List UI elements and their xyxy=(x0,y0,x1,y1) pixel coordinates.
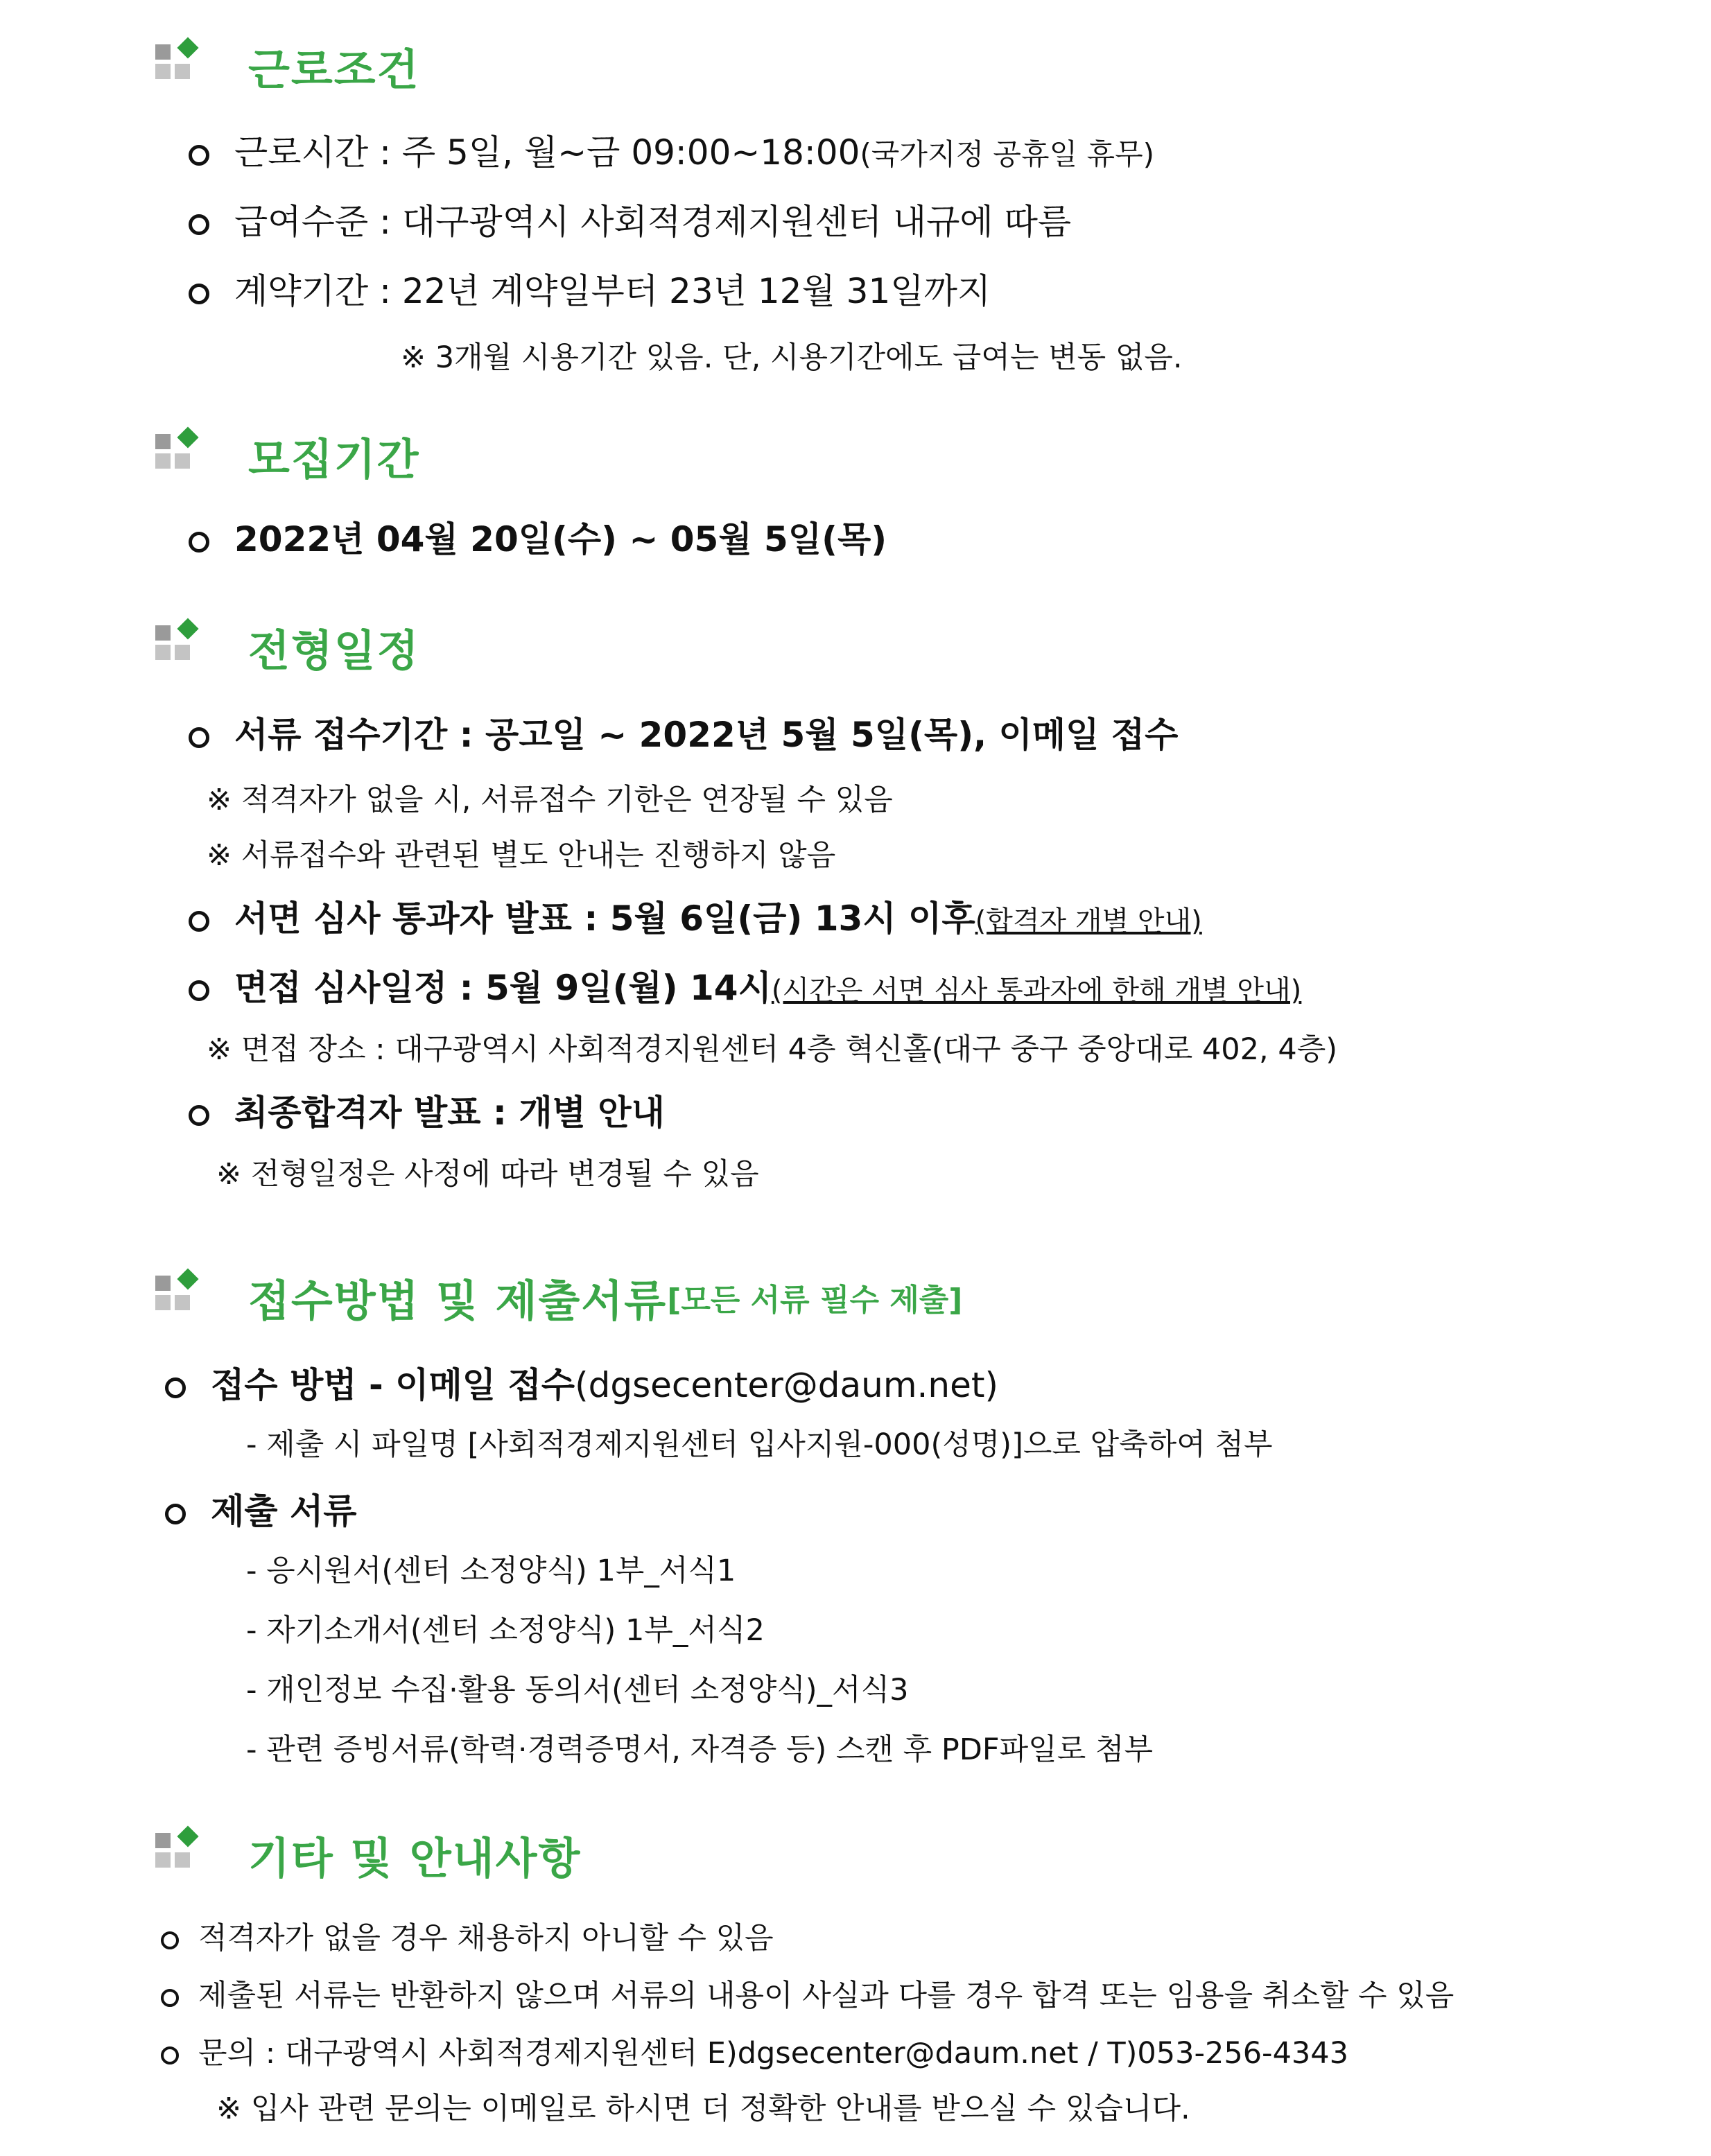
docs-note-1 xyxy=(207,776,893,819)
circle-bullet-icon xyxy=(189,727,209,748)
docs-item xyxy=(246,1667,909,1709)
list-item-screen-result xyxy=(189,891,1202,941)
method-label: 접수 방법 - 이메일 접수 xyxy=(211,1365,575,1405)
docs-item-text: - 관련 증빙서류(학력·경력증명서, 자격증 등) 스캔 후 PDF파일로 첨부 xyxy=(246,1732,1153,1767)
screen-result-text: 서면 심사 통과자 발표 : 5월 6일(금) 13시 이후 xyxy=(234,898,975,939)
docs-period-text: 서류 접수기간 : 공고일 ~ 2022년 5월 5일(목), 이메일 접수 xyxy=(234,715,1179,755)
circle-bullet-icon xyxy=(189,1105,209,1126)
docs-label: 제출 서류 xyxy=(211,1491,357,1531)
circle-bullet-icon xyxy=(161,1931,179,1949)
list-item-final xyxy=(189,1085,665,1135)
list-item-interview xyxy=(189,960,1301,1010)
list-item-method xyxy=(165,1357,998,1407)
docs-item xyxy=(246,1726,1153,1768)
final-text: 최종합격자 발표 : 개별 안내 xyxy=(234,1093,665,1133)
docs-item-text: - 개인정보 수집·활용 동의서(센터 소정양식)_서식3 xyxy=(246,1673,909,1707)
contract-text: 계약기간 : 22년 계약일부터 23년 12월 31일까지 xyxy=(234,271,991,311)
circle-bullet-icon xyxy=(189,980,209,1001)
section-bullet-icon xyxy=(151,623,200,671)
method-note xyxy=(246,1421,1273,1463)
screen-result-note: (합격자 개별 안내) xyxy=(975,905,1202,937)
contract-note-text: ※ 3개월 시용기간 있음. 단, 시용기간에도 급여는 변동 없음. xyxy=(401,340,1183,375)
etc-item-text: 문의 : 대구광역시 사회적경제지원센터 E)dgsecenter@daum.net / T)053-256-4343 xyxy=(198,2036,1349,2071)
section-header-working xyxy=(151,35,420,97)
circle-bullet-icon xyxy=(189,145,209,166)
docs-note-2 xyxy=(207,832,835,874)
docs-item-text: - 응시원서(센터 소정양식) 1부_서식1 xyxy=(246,1554,736,1588)
list-item-docs xyxy=(165,1484,357,1533)
list-item-etc-1 xyxy=(161,1915,774,1957)
circle-bullet-icon xyxy=(189,214,209,235)
circle-bullet-icon xyxy=(165,1377,186,1398)
etc-note-text: ※ 입사 관련 문의는 이메일로 하시면 더 정확한 안내를 받으실 수 있습니다. xyxy=(216,2092,1190,2126)
section-header-submission xyxy=(151,1266,962,1328)
section-bullet-icon xyxy=(151,1830,200,1879)
hours-note: (국가지정 공휴일 휴무) xyxy=(860,137,1155,171)
docs-note-1-text: ※ 적격자가 없을 시, 서류접수 기한은 연장될 수 있음 xyxy=(207,783,893,817)
docs-item-text: - 자기소개서(센터 소정양식) 1부_서식2 xyxy=(246,1613,765,1648)
section-header-schedule xyxy=(151,616,420,678)
list-item-etc-3 xyxy=(161,2030,1348,2072)
docs-note-2-text: ※ 서류접수와 관련된 별도 안내는 진행하지 않음 xyxy=(207,838,836,873)
list-item-hours xyxy=(189,125,1154,175)
salary-text: 급여수준 : 대구광역시 사회적경제지원센터 내규에 따름 xyxy=(234,202,1072,242)
method-note-text: - 제출 시 파일명 [사회적경제지원센터 입사지원-000(성명)]으로 압축하여 첨부 xyxy=(246,1427,1273,1462)
circle-bullet-icon xyxy=(165,1504,186,1524)
section-subtitle: [모든 서류 필수 제출] xyxy=(667,1283,963,1318)
circle-bullet-icon xyxy=(161,2046,179,2064)
list-item-salary xyxy=(189,194,1071,244)
circle-bullet-icon xyxy=(189,532,209,553)
section-title: 전형일정 xyxy=(248,625,420,676)
method-email: (dgsecenter@daum.net) xyxy=(575,1365,998,1405)
etc-item-text: 제출된 서류는 반환하지 않으며 서류의 내용이 사실과 다를 경우 합격 또는 임용을 취소할 수 있음 xyxy=(198,1979,1454,2013)
circle-bullet-icon xyxy=(189,911,209,932)
interview-text: 면접 심사일정 : 5월 9일(월) 14시 xyxy=(234,968,772,1008)
final-note xyxy=(216,1151,759,1193)
section-bullet-icon xyxy=(151,1273,200,1321)
section-header-recruit xyxy=(151,424,420,487)
list-item-docs-period xyxy=(189,707,1178,757)
list-item-contract xyxy=(189,263,991,313)
interview-note: (시간은 서면 심사 통과자에 한해 개별 안내) xyxy=(771,975,1302,1007)
section-header-etc xyxy=(151,1823,581,1886)
circle-bullet-icon xyxy=(189,284,209,304)
list-item-etc-2 xyxy=(161,1972,1454,2015)
section-bullet-icon xyxy=(151,431,200,480)
section-title: 모집기간 xyxy=(248,433,420,485)
venue-note-text: ※ 면접 장소 : 대구광역시 사회적경지원센터 4층 혁신홀(대구 중구 중앙대로 402, 4층) xyxy=(207,1032,1338,1067)
venue-note xyxy=(207,1026,1337,1068)
hours-text: 근로시간 : 주 5일, 월~금 09:00~18:00 xyxy=(234,132,860,173)
list-item-period xyxy=(189,512,887,562)
section-title: 접수방법 및 제출서류 xyxy=(248,1275,668,1326)
docs-item xyxy=(246,1547,736,1590)
circle-bullet-icon xyxy=(161,1989,179,2007)
period-text: 2022년 04월 20일(수) ~ 05월 5일(목) xyxy=(234,519,887,559)
final-note-text: ※ 전형일정은 사정에 따라 변경될 수 있음 xyxy=(216,1157,759,1192)
docs-item xyxy=(246,1607,765,1649)
contract-note xyxy=(401,334,1183,376)
section-bullet-icon xyxy=(151,42,200,90)
etc-item-text: 적격자가 없을 경우 채용하지 아니할 수 있음 xyxy=(198,1921,774,1956)
section-title: 근로조건 xyxy=(248,44,420,95)
etc-note xyxy=(216,2085,1190,2128)
section-title: 기타 및 안내사항 xyxy=(248,1832,582,1884)
